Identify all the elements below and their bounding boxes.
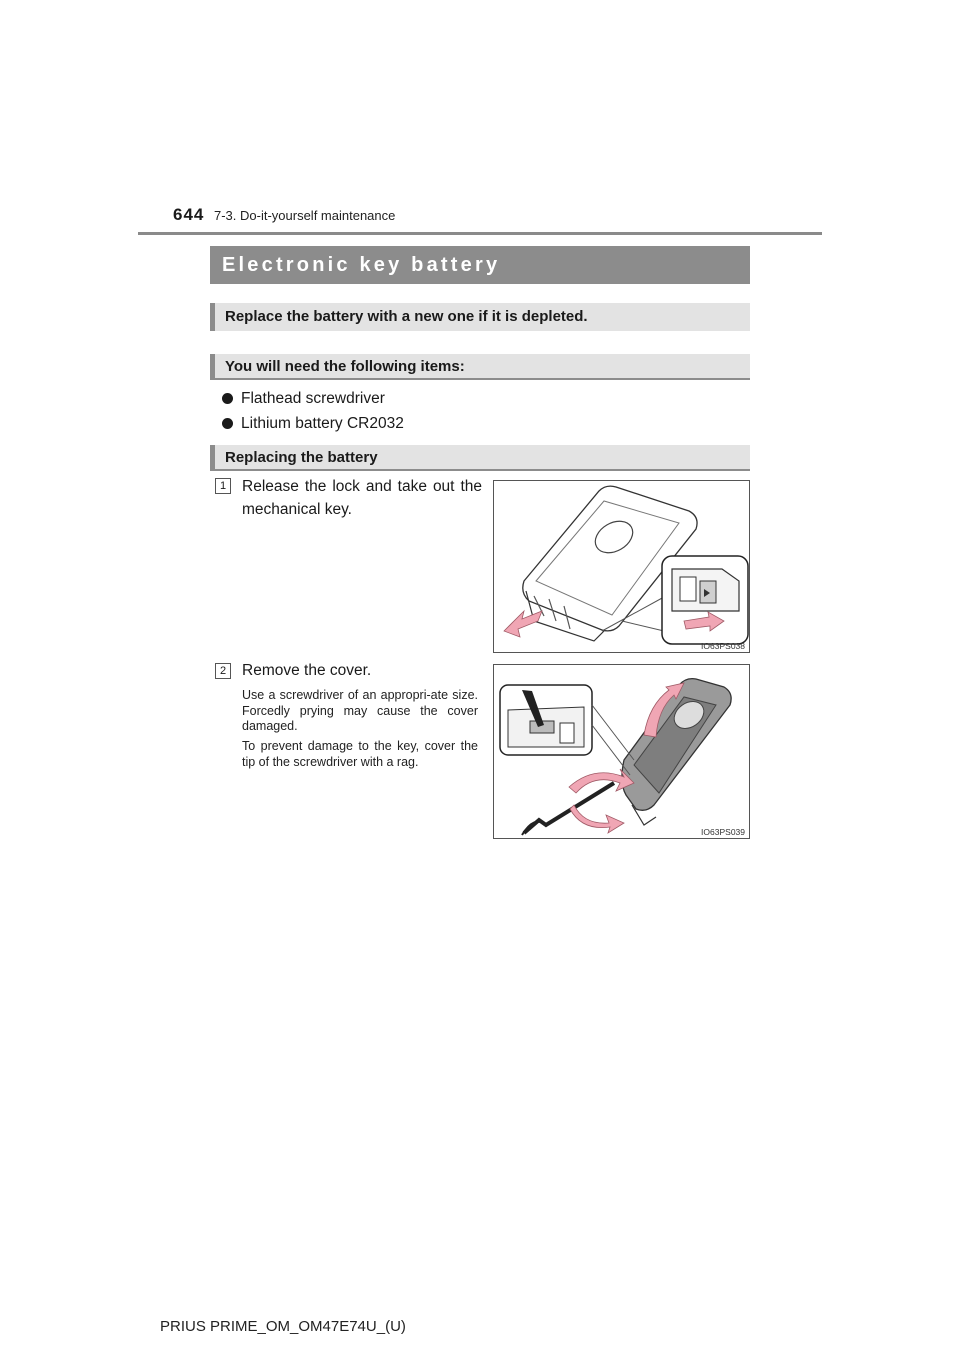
section-label: 7-3. Do-it-yourself maintenance [214, 208, 396, 223]
step-text: Remove the cover. [242, 662, 372, 679]
items-list [222, 386, 404, 436]
item-text: Flathead screwdriver [241, 390, 385, 407]
step-note: To prevent damage to the key, cover the tip of the screwdriver with a rag. [242, 739, 478, 769]
key-release-illustration [494, 481, 751, 654]
step-text: Release the lock and take out the mechanical key. [242, 478, 482, 518]
replace-heading: Replacing the battery [210, 445, 750, 471]
bullet-icon [222, 393, 233, 404]
header-rule [138, 232, 822, 235]
page-title: Electronic key battery [210, 246, 750, 284]
figure-remove-cover [493, 664, 750, 839]
cover-removal-illustration [494, 665, 751, 840]
item-text: Lithium battery CR2032 [241, 415, 404, 432]
list-item [222, 411, 404, 436]
items-heading: You will need the following items: [210, 354, 750, 380]
figure-code: IO63PS039 [701, 827, 745, 837]
step-note: Use a screwdriver of an appropri-ate size. Forcedly prying may cause the cover damaged. [242, 688, 478, 733]
step-number: 1 [215, 478, 231, 494]
figure-release-key [493, 480, 750, 653]
footer-doc-id: PRIUS PRIME_OM_OM47E74U_(U) [160, 1318, 406, 1335]
page-number: 644 [173, 205, 205, 224]
figure-code: IO63PS038 [701, 641, 745, 651]
list-item [222, 386, 404, 411]
intro-heading: Replace the battery with a new one if it is depleted. [210, 303, 750, 331]
step-number: 2 [215, 663, 231, 679]
bullet-icon [222, 418, 233, 429]
